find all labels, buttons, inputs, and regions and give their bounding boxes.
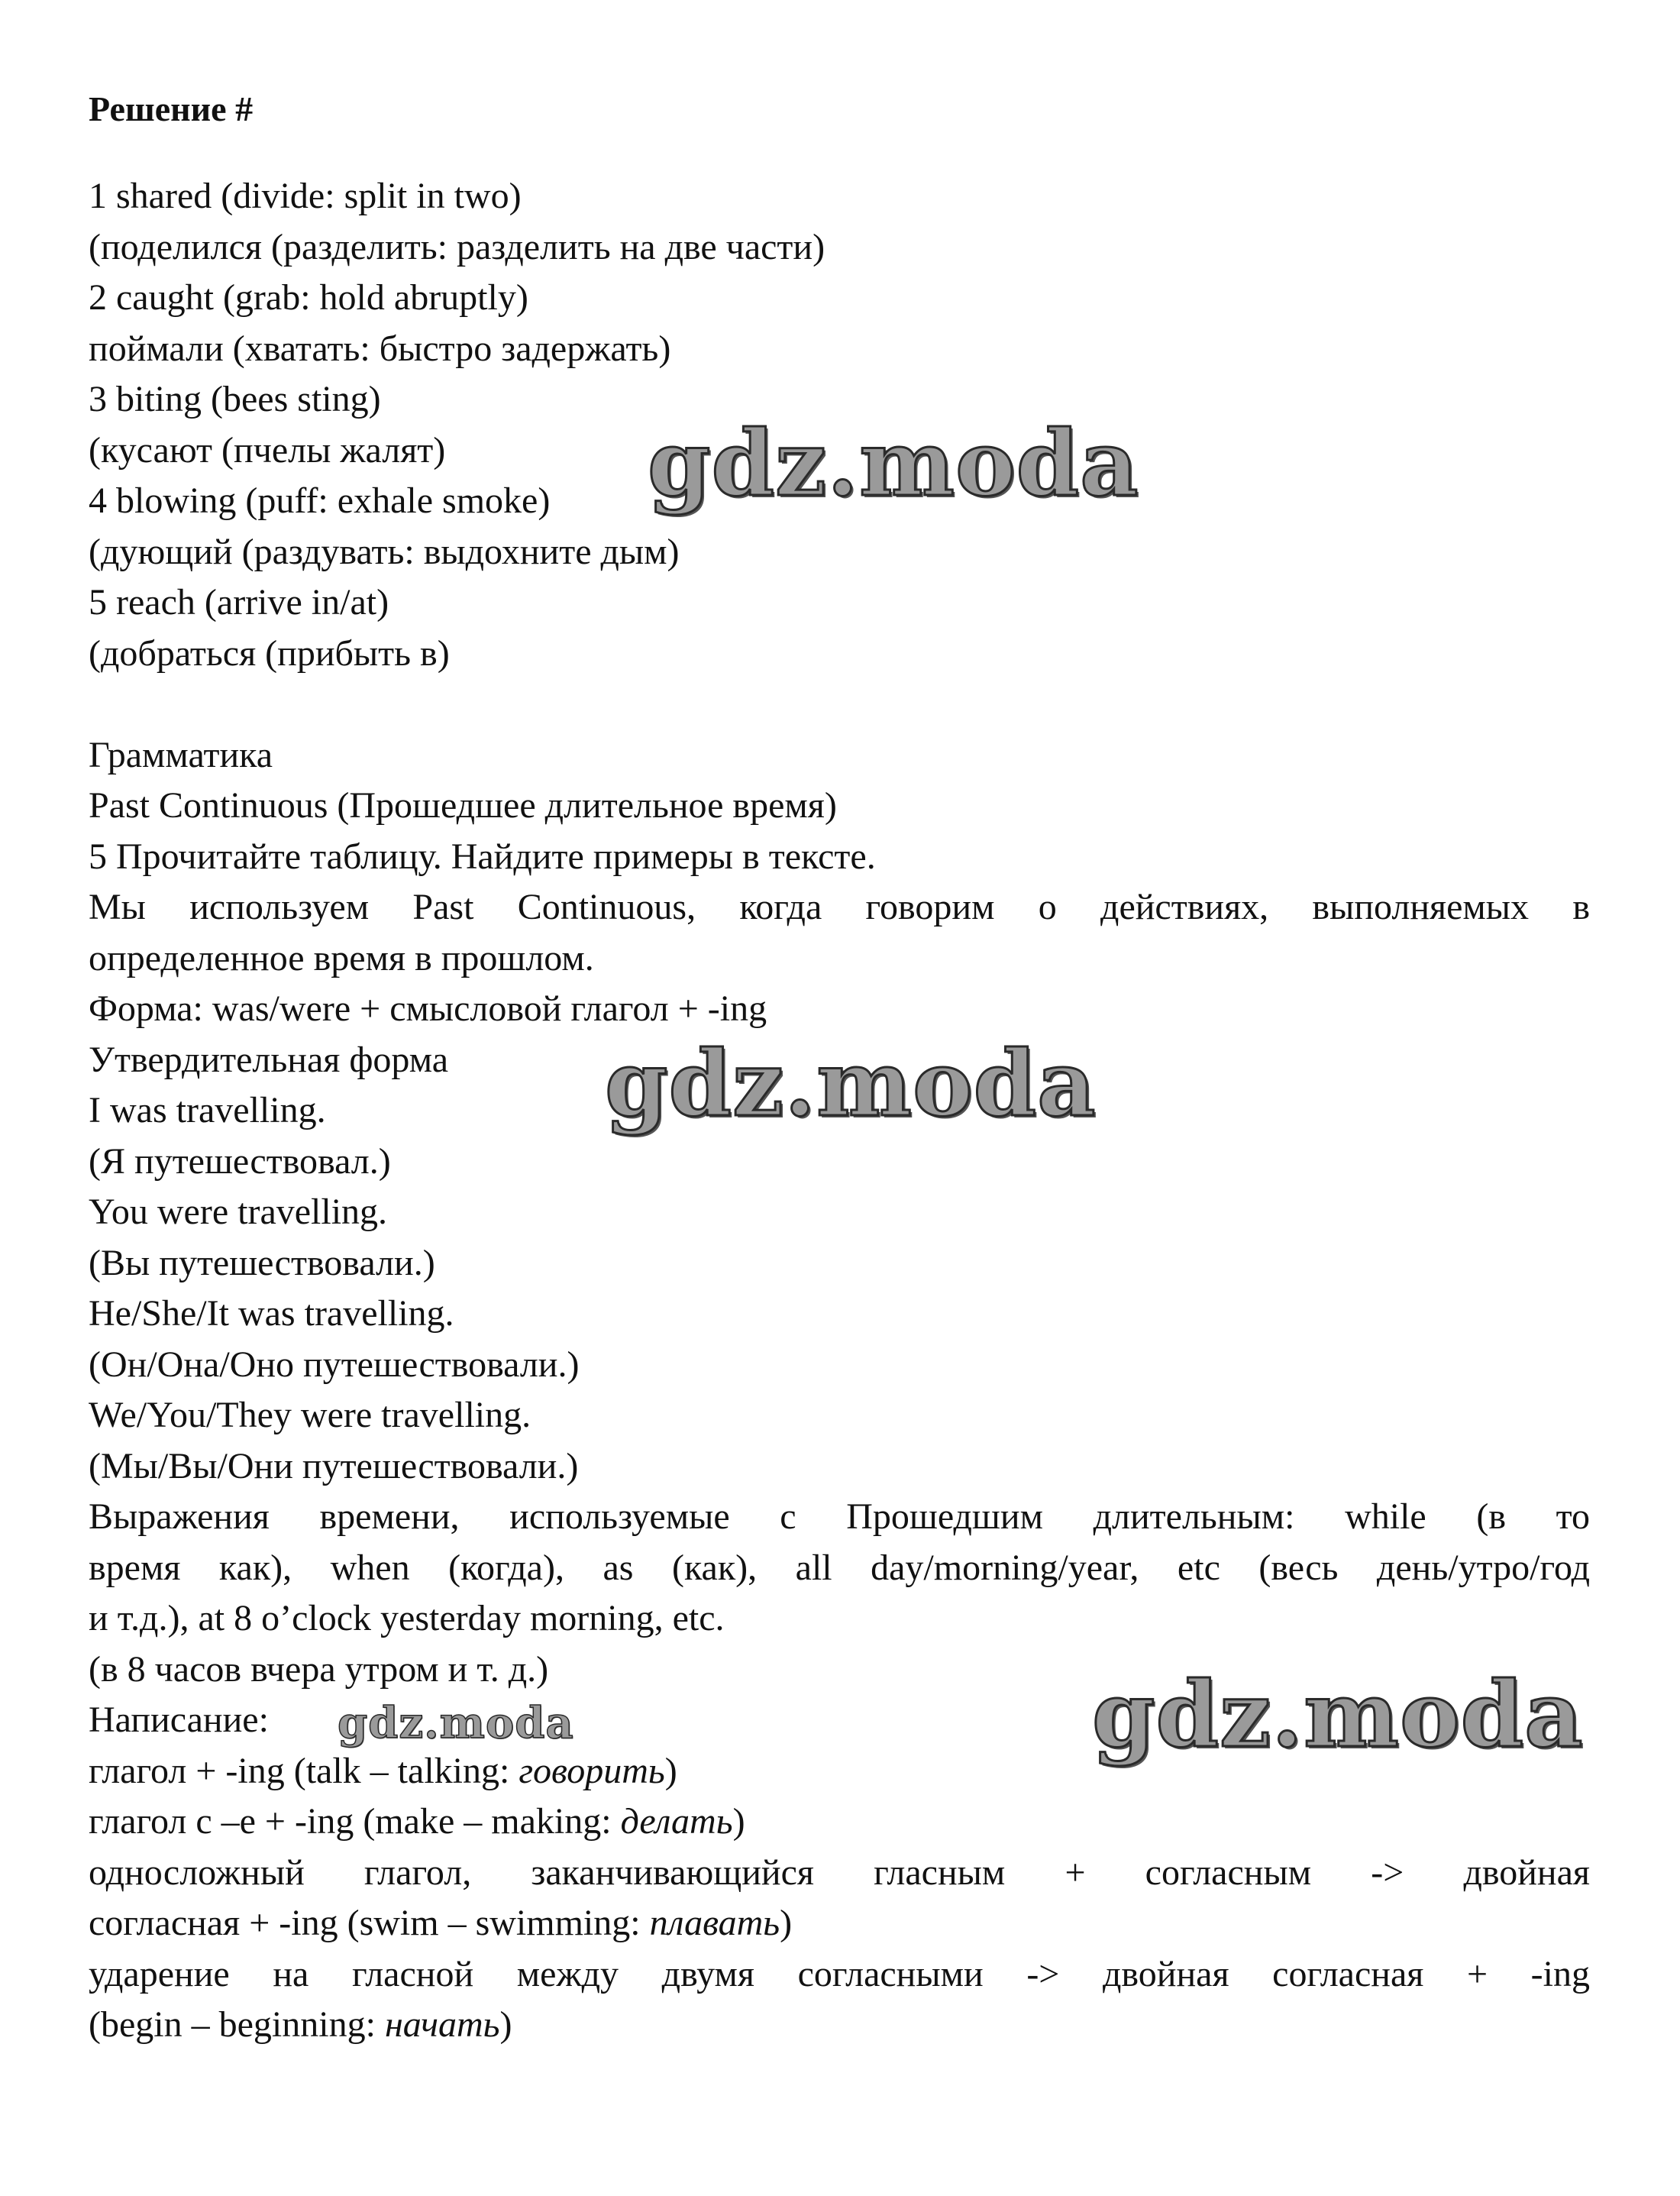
rule-translation: говорить bbox=[519, 1750, 665, 1791]
vocab-line: поймали (хватать: быстро задержать) bbox=[89, 328, 671, 369]
example-line: We/You/They were travelling. bbox=[89, 1395, 531, 1435]
example-line: (Вы путешествовали.) bbox=[89, 1242, 435, 1283]
rule-text: ) bbox=[499, 2004, 512, 2045]
usage-text: определенное время в прошлом. bbox=[89, 937, 594, 978]
affirmative-heading: Утвердительная форма bbox=[89, 1039, 449, 1080]
example-line: You were travelling. bbox=[89, 1192, 388, 1232]
rule-translation: плавать bbox=[649, 1903, 780, 1943]
time-expressions: (в 8 часов вчера утром и т. д.) bbox=[89, 1648, 549, 1690]
rule-text: (begin – beginning: bbox=[89, 2004, 385, 2045]
watermark: gdz.moda bbox=[605, 1030, 1097, 1137]
example-line: I was travelling. bbox=[89, 1090, 326, 1130]
vocab-line: (кусают (пчелы жалят) bbox=[89, 429, 446, 471]
spelling-rule bbox=[89, 2000, 1590, 2051]
example-list bbox=[89, 1085, 1590, 1492]
time-expressions: и т.д.), at 8 o’clock yesterday morning, etc. bbox=[89, 1598, 725, 1638]
example-line: (Я путешествовал.) bbox=[89, 1140, 391, 1182]
example-line: (Он/Она/Оно путешествовали.) bbox=[89, 1344, 580, 1385]
example-line: (Мы/Вы/Они путешествовали.) bbox=[89, 1445, 579, 1486]
rule-text: глагол с –е + -ing (make – making: bbox=[89, 1801, 621, 1842]
spelling-heading: Написание: bbox=[89, 1700, 269, 1740]
vocab-line: 2 caught (grab: hold abruptly) bbox=[89, 277, 528, 318]
rule-text: ) bbox=[732, 1801, 745, 1842]
grammar-heading: Грамматика bbox=[89, 734, 273, 775]
rule-text: согласная + -ing (swim – swimming: bbox=[89, 1903, 650, 1943]
page-title: Решение # bbox=[89, 89, 254, 128]
spelling-rules bbox=[89, 1746, 1590, 2051]
vocab-line: 4 blowing (puff: exhale smoke) bbox=[89, 480, 551, 521]
spelling-rule bbox=[89, 1797, 1590, 1848]
time-expressions: время как), when (когда), as (как), all day/morning/year, etc (весь день/утро/год bbox=[89, 1547, 1590, 1588]
spelling-rule: односложный глагол, заканчивающийся гласным + согласным -> двойная bbox=[89, 1852, 1590, 1893]
grammar-section bbox=[89, 730, 1590, 2051]
vocab-line: 1 shared (divide: split in two) bbox=[89, 176, 522, 216]
rule-translation: начать bbox=[384, 2004, 500, 2045]
rule-text: ) bbox=[664, 1750, 677, 1791]
grammar-task: 5 Прочитайте таблицу. Найдите примеры в тексте. bbox=[89, 836, 876, 877]
watermark: gdz.moda bbox=[1092, 1661, 1584, 1767]
grammar-topic: Past Continuous (Прошедшее длительное время) bbox=[89, 785, 837, 826]
time-expressions: Выражения времени, используемые с Прошедшим длительным: while (в то bbox=[89, 1496, 1590, 1537]
vocab-line: 3 biting (bees sting) bbox=[89, 379, 381, 419]
spelling-rule bbox=[89, 1898, 1590, 1949]
vocab-line: (поделился (разделить: разделить на две части) bbox=[89, 226, 825, 267]
example-line: He/She/It was travelling. bbox=[89, 1293, 454, 1334]
usage-text: Мы используем Past Continuous, когда говорим о действиях, выполняемых в bbox=[89, 887, 1590, 927]
spelling-rule: ударение на гласной между двумя согласными -> двойная согласная + -ing bbox=[89, 1953, 1590, 1994]
rule-text: ) bbox=[780, 1903, 793, 1943]
rule-text: глагол + -ing (talk – talking: bbox=[89, 1750, 519, 1791]
vocab-line: (дующий (раздувать: выдохните дым) bbox=[89, 531, 680, 572]
watermark: gdz.moda bbox=[648, 410, 1139, 516]
vocab-line: (добраться (прибыть в) bbox=[89, 632, 450, 674]
vocab-line: 5 reach (arrive in/at) bbox=[89, 582, 389, 623]
watermark: gdz.moda bbox=[338, 1698, 574, 1748]
section-gap bbox=[89, 679, 1590, 730]
rule-translation: делать bbox=[620, 1801, 733, 1842]
form-rule: Форма: was/were + смысловой глагол + -ing bbox=[89, 988, 767, 1029]
